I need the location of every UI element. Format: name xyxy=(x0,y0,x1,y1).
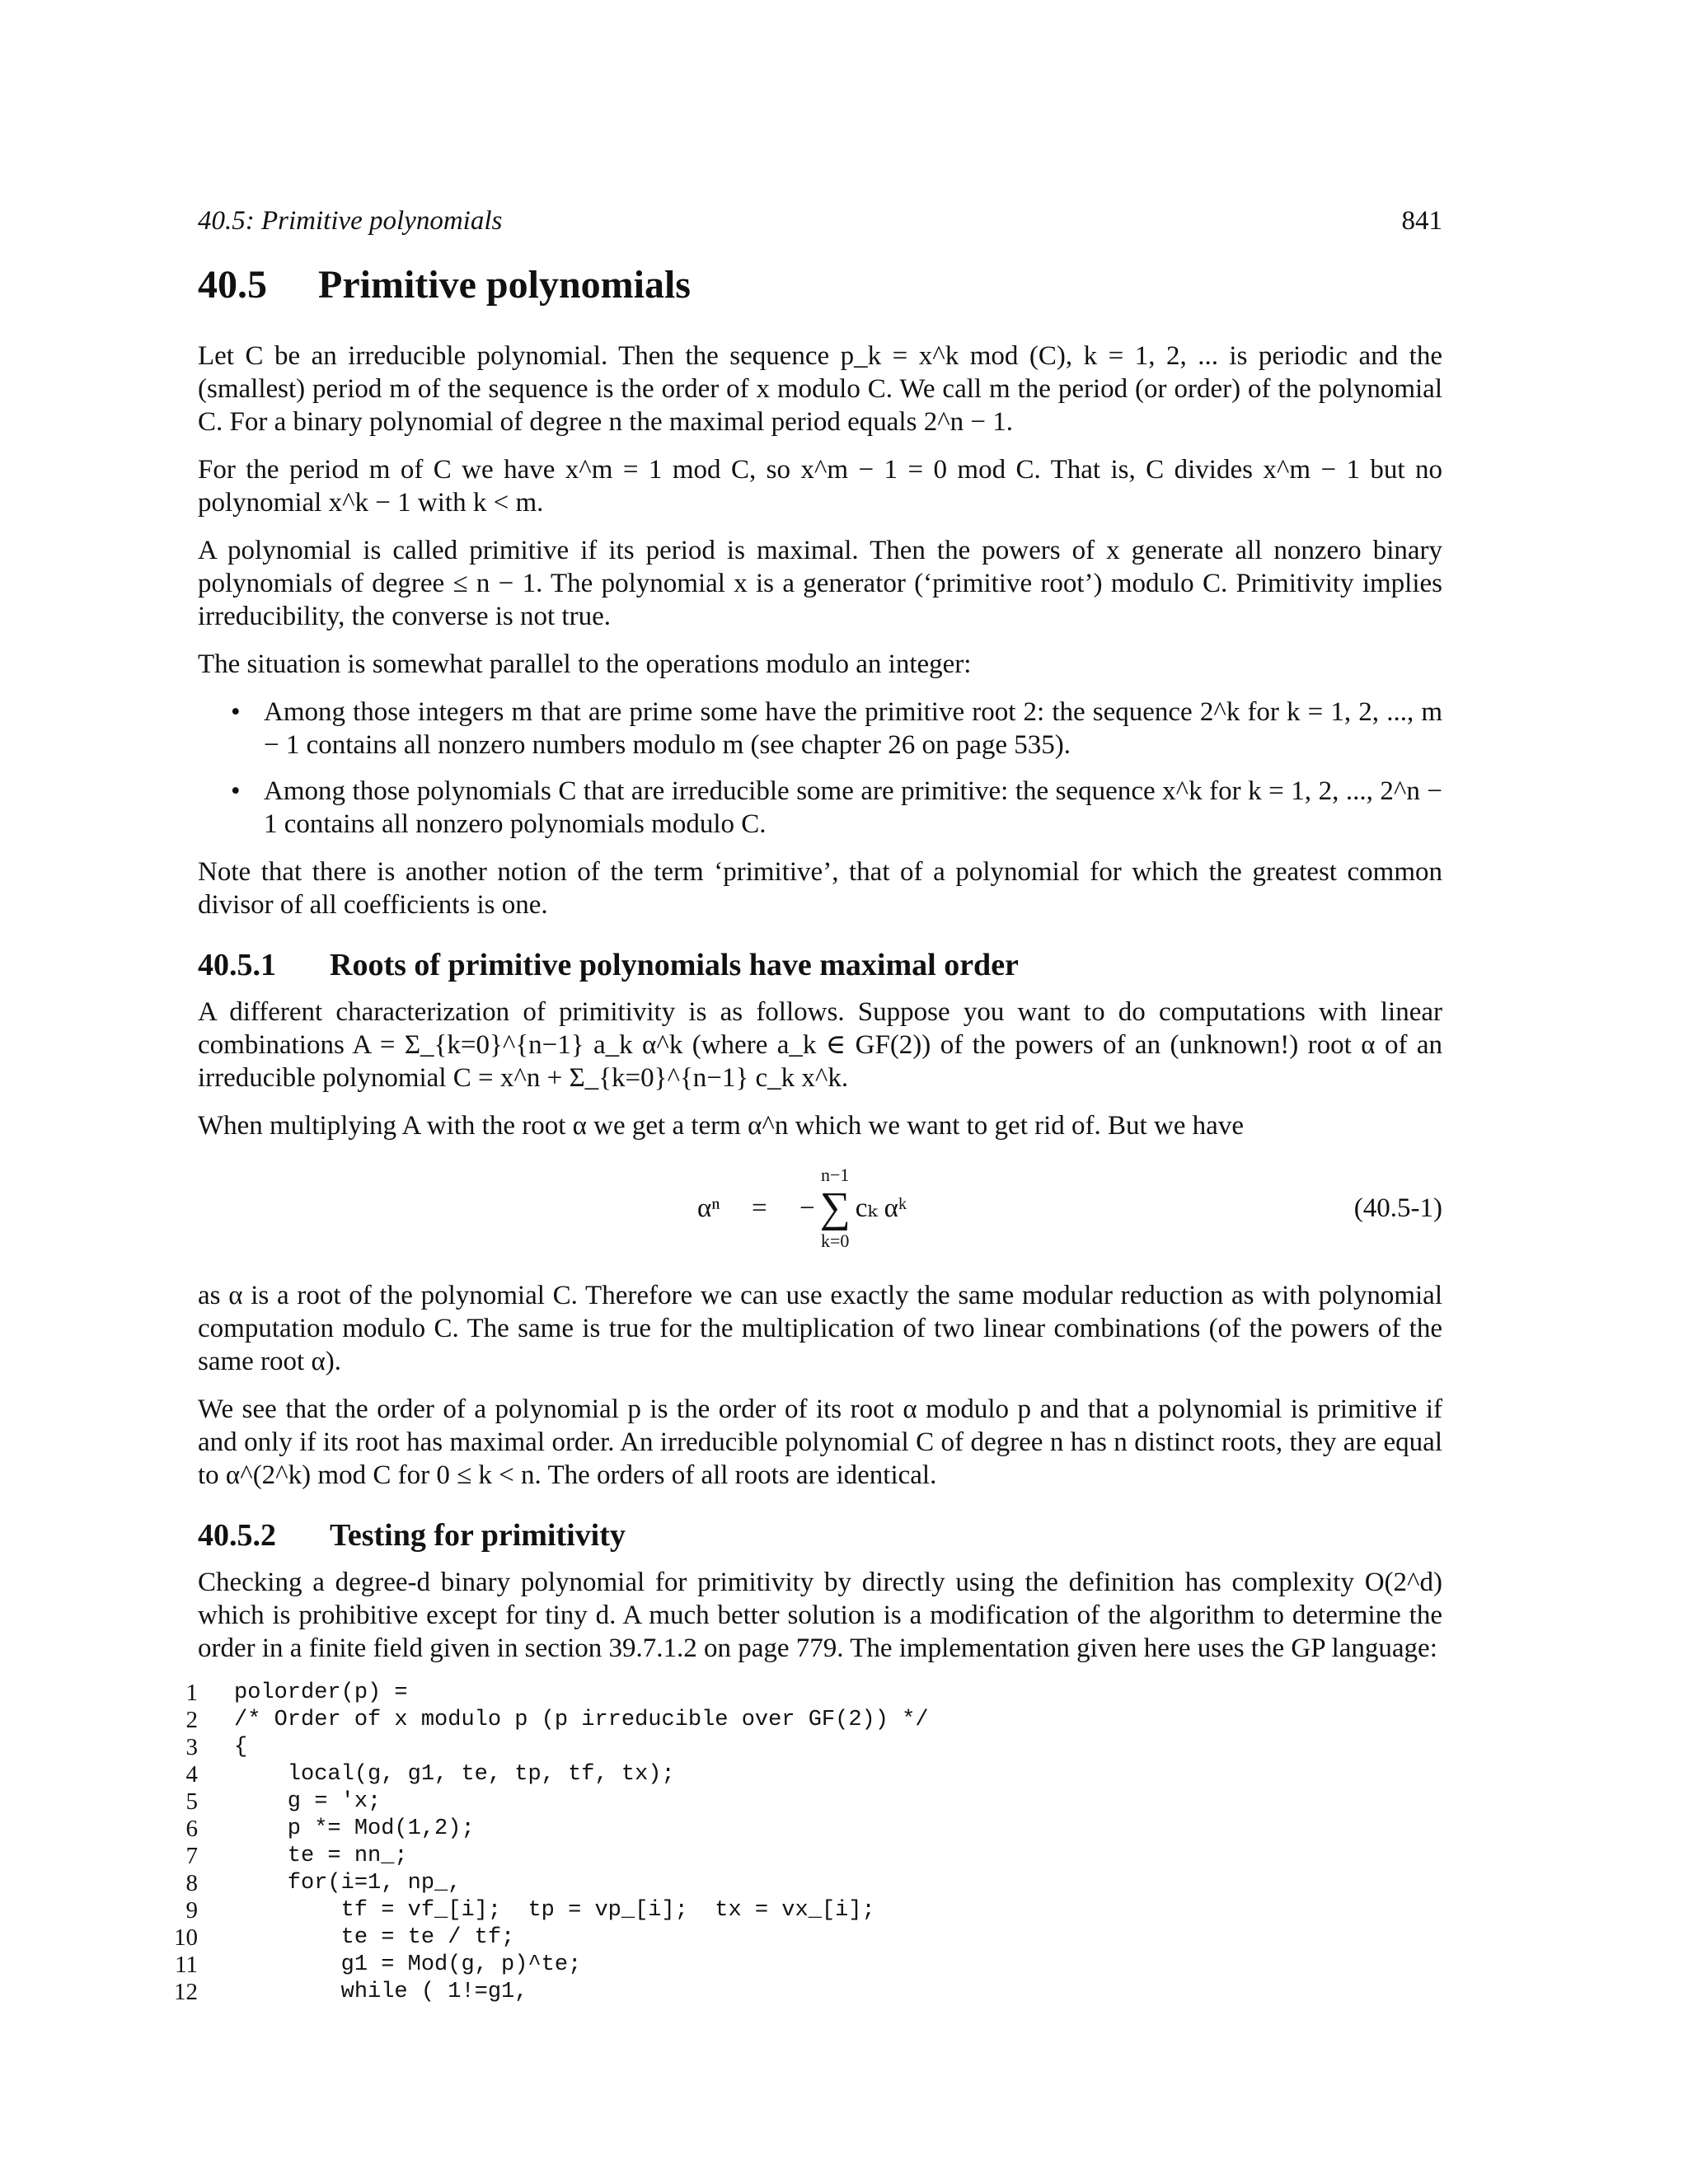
line-number: 5 xyxy=(185,1788,198,1815)
code-line xyxy=(165,1788,1409,1816)
code-line xyxy=(165,1952,1409,1979)
code-listing xyxy=(165,1680,1409,2006)
code-line xyxy=(165,1680,1409,1707)
paragraph-4: The situation is somewhat parallel to the operations modulo an integer: xyxy=(198,649,972,679)
equation-minus: − xyxy=(799,1193,815,1223)
paragraph: When multiplying A with the root α we get a term α^n which we want to get rid of. But we have xyxy=(198,1111,1244,1141)
code-line xyxy=(165,1897,1409,1924)
code-text: te = nn_; xyxy=(234,1844,408,1868)
line-number: 12 xyxy=(174,1979,198,2005)
code-line xyxy=(165,1707,1409,1734)
paragraph-2: For the period m of C we have x^m = 1 mod C, so x^m − 1 = 0 mod C. That is, C divides x^m − 1 but no polynomial x^k − 1 with k < m. xyxy=(198,455,1442,518)
sum-upper-limit: n−1 xyxy=(820,1165,850,1185)
paragraph-1: Let C be an irreducible polynomial. Then the sequence p_k = x^k mod (C), k = 1, 2, ... is periodic and the (smallest) period m of the sequence is the order of x modulo C. We call m the period (or order) of the polynomial C. For a binary polynomial of degree n the maximal period equals 2^n − 1. xyxy=(198,341,1442,437)
line-number: 7 xyxy=(185,1843,198,1869)
paragraph: We see that the order of a polynomial p is the order of its root α modulo p and that a polynomial is primitive if and only if its root has maximal order. An irreducible polynomial C of degree n has n distinct roots, they are equal to α^(2^k) mod C for 0 ≤ k < n. The orders of all roots are identical. xyxy=(198,1394,1442,1490)
line-number: 11 xyxy=(175,1952,198,1978)
subsection-title: Testing for primitivity xyxy=(330,1518,626,1553)
line-number: 1 xyxy=(185,1680,198,1706)
code-text: tf = vf_[i]; tp = vp_[i]; tx = vx_[i]; xyxy=(234,1898,875,1923)
section-heading xyxy=(198,262,1442,308)
line-number: 4 xyxy=(185,1761,198,1788)
line-number: 10 xyxy=(174,1924,198,1951)
code-line xyxy=(165,1761,1409,1788)
code-line xyxy=(165,1843,1409,1870)
code-line xyxy=(165,1924,1409,1952)
code-text: for(i=1, np_, xyxy=(234,1871,462,1896)
subsection-number: 40.5.1 xyxy=(198,948,276,982)
paragraph: Checking a degree-d binary polynomial for primitivity by directly using the definition has complexity O(2^d) which is prohibitive except for tiny d. A much better solution is a modification of the algorithm to determine the order in a finite field given in section 39.7.1.2 on page 779. The implementation given here uses the GP language: xyxy=(198,1568,1442,1663)
code-text: polorder(p) = xyxy=(234,1680,408,1705)
code-text: p *= Mod(1,2); xyxy=(234,1816,475,1841)
sigma-symbol: ∑ xyxy=(819,1184,851,1231)
line-number: 3 xyxy=(185,1734,198,1760)
code-text: local(g, g1, te, tp, tf, tx); xyxy=(234,1762,675,1787)
equation-lhs: αⁿ xyxy=(697,1193,720,1223)
code-line xyxy=(165,1870,1409,1897)
subsection-number: 40.5.2 xyxy=(198,1518,276,1553)
line-number: 2 xyxy=(185,1707,198,1733)
page xyxy=(174,204,1442,2006)
equation-equals: = xyxy=(752,1193,767,1223)
equation-rhs xyxy=(799,1165,907,1251)
equation-label: (40.5-1) xyxy=(1353,1193,1442,1223)
code-line xyxy=(165,1734,1409,1761)
line-number: 9 xyxy=(185,1897,198,1924)
code-text: { xyxy=(234,1735,248,1760)
section-title: Primitive polynomials xyxy=(318,263,691,307)
running-title: 40.5: Primitive polynomials xyxy=(198,206,503,236)
line-number: 6 xyxy=(185,1816,198,1842)
code-text: g = 'x; xyxy=(234,1789,382,1814)
code-text: te = te / tf; xyxy=(234,1925,515,1950)
code-line xyxy=(165,1979,1409,2006)
equation-term: cₖ αᵏ xyxy=(855,1193,907,1223)
running-header xyxy=(198,204,1442,237)
paragraph: as α is a root of the polynomial C. Therefore we can use exactly the same modular reduction as with polynomial computation modulo C. The same is true for the multiplication of two linear combinations (of the powers of the same root α). xyxy=(198,1281,1442,1376)
paragraph-5: Note that there is another notion of the term ‘primitive’, that of a polynomial for which the greatest common divisor of all coefficients is one. xyxy=(198,857,1442,920)
sum-lower-limit: k=0 xyxy=(820,1230,850,1251)
paragraph: A different characterization of primitivity is as follows. Suppose you want to do computations with linear combinations A = Σ_{k=0}^{n−1} a_k α^k (where a_k ∈ GF(2)) of the powers of an (unknown!) root α of an irreducible polynomial C = x^n + Σ_{k=0}^{n−1} c_k x^k. xyxy=(198,997,1442,1093)
code-line xyxy=(165,1816,1409,1843)
display-equation xyxy=(198,1159,1442,1258)
subsection-title: Roots of primitive polynomials have maximal order xyxy=(330,948,1019,982)
code-text: g1 = Mod(g, p)^te; xyxy=(234,1952,582,1977)
line-number: 8 xyxy=(185,1870,198,1896)
page-number: 841 xyxy=(1401,206,1442,236)
bullet-item: • Among those integers m that are prime some have the primitive root 2: the sequence 2^k for k = 1, 2, ..., m − 1 contains all nonzero numbers modulo m (see chapter 26 on page 535). xyxy=(264,696,1442,762)
section-number: 40.5 xyxy=(198,263,267,307)
bullet-list xyxy=(198,696,1442,841)
paragraph-3: A polynomial is called primitive if its period is maximal. Then the powers of x generate all nonzero binary polynomials of degree ≤ n − 1. The polynomial x is a generator (‘primitive root’) modulo C. Primitivity implies irreducibility, the converse is not true. xyxy=(198,536,1442,631)
subsection-heading xyxy=(198,1516,1442,1554)
subsection-heading xyxy=(198,946,1442,984)
summation-operator xyxy=(820,1165,851,1251)
bullet-item: • Among those polynomials C that are irreducible some are primitive: the sequence x^k for k = 1, 2, ..., 2^n − 1 contains all nonzero polynomials modulo C. xyxy=(264,775,1442,841)
code-text: while ( 1!=g1, xyxy=(234,1980,528,2004)
code-text: /* Order of x modulo p (p irreducible over GF(2)) */ xyxy=(234,1708,929,1732)
